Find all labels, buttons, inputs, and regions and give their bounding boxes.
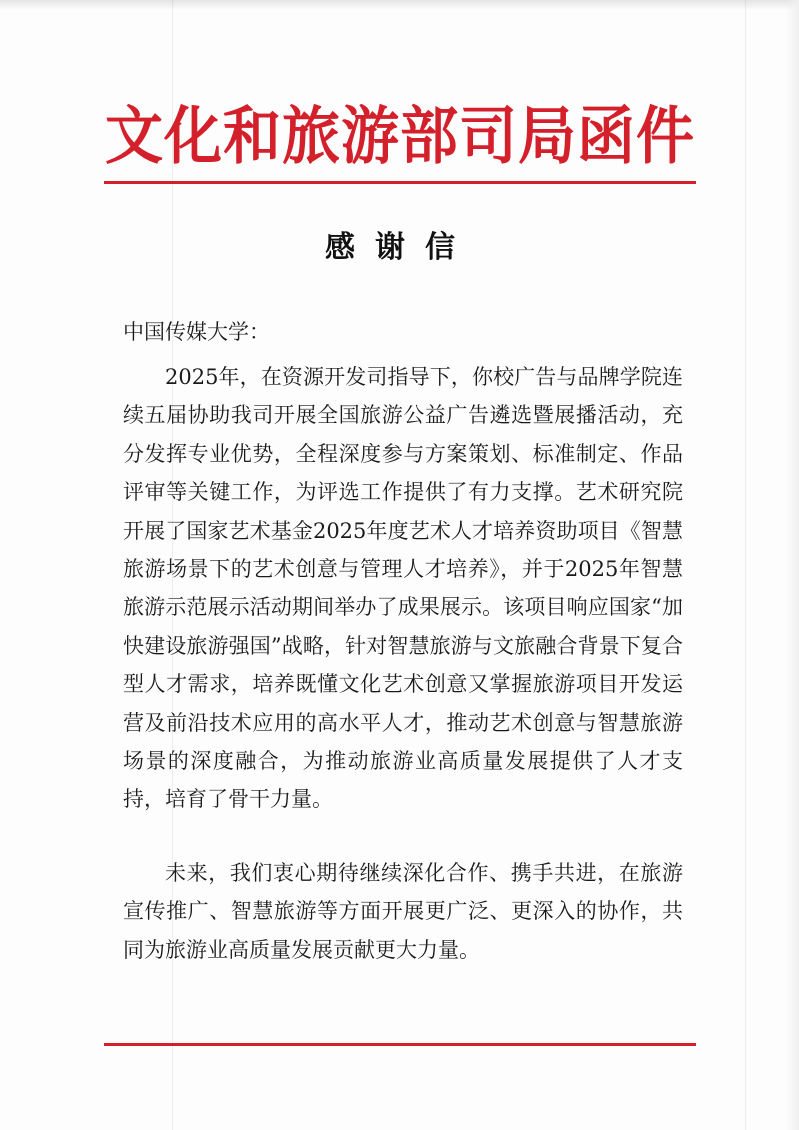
document-title: 感谢信 xyxy=(325,230,475,265)
salutation: 中国传媒大学： xyxy=(123,320,270,344)
scan-edge-right xyxy=(785,0,799,1130)
scan-artifact-line xyxy=(745,0,746,1130)
body-paragraph-1: 2025年，在资源开发司指导下，你校广告与品牌学院连续五届协助我司开展全国旅游公益广告遴选暨展播活动，充分发挥专业优势，全程深度参与方案策划、标准制定、作品评审等关键工作，为评选工作提供了有力支撑。艺术研究院开展了国家艺术基金2025年度艺术人才培养资助项目《智慧旅游场景下的艺术创意与管理人才培养》，并于2025年智慧旅游示范展示活动期间举办了成果展示。该项目响应国家“加快建设旅游强国”战略，针对智慧旅游与文旅融合背景下复合型人才需求，培养既懂文化艺术创意又掌握旅游项目开发运营及前沿技术应用的高水平人才，推动艺术创意与智慧旅游场景的深度融合，为推动旅游业高质量发展提供了人才支持，培育了骨干力量。 xyxy=(123,365,683,812)
letterhead-rule-top xyxy=(104,181,696,184)
body-paragraph-2: 未来，我们衷心期待继续深化合作、携手共进，在旅游宣传推广、智慧旅游等方面开展更广泛、更深入的协作，共同为旅游业高质量发展贡献更大力量。 xyxy=(123,861,683,962)
scan-edge-top xyxy=(0,0,799,10)
footer-rule xyxy=(104,1043,696,1046)
letterhead-title: 文化和旅游部司局函件 xyxy=(104,99,695,173)
